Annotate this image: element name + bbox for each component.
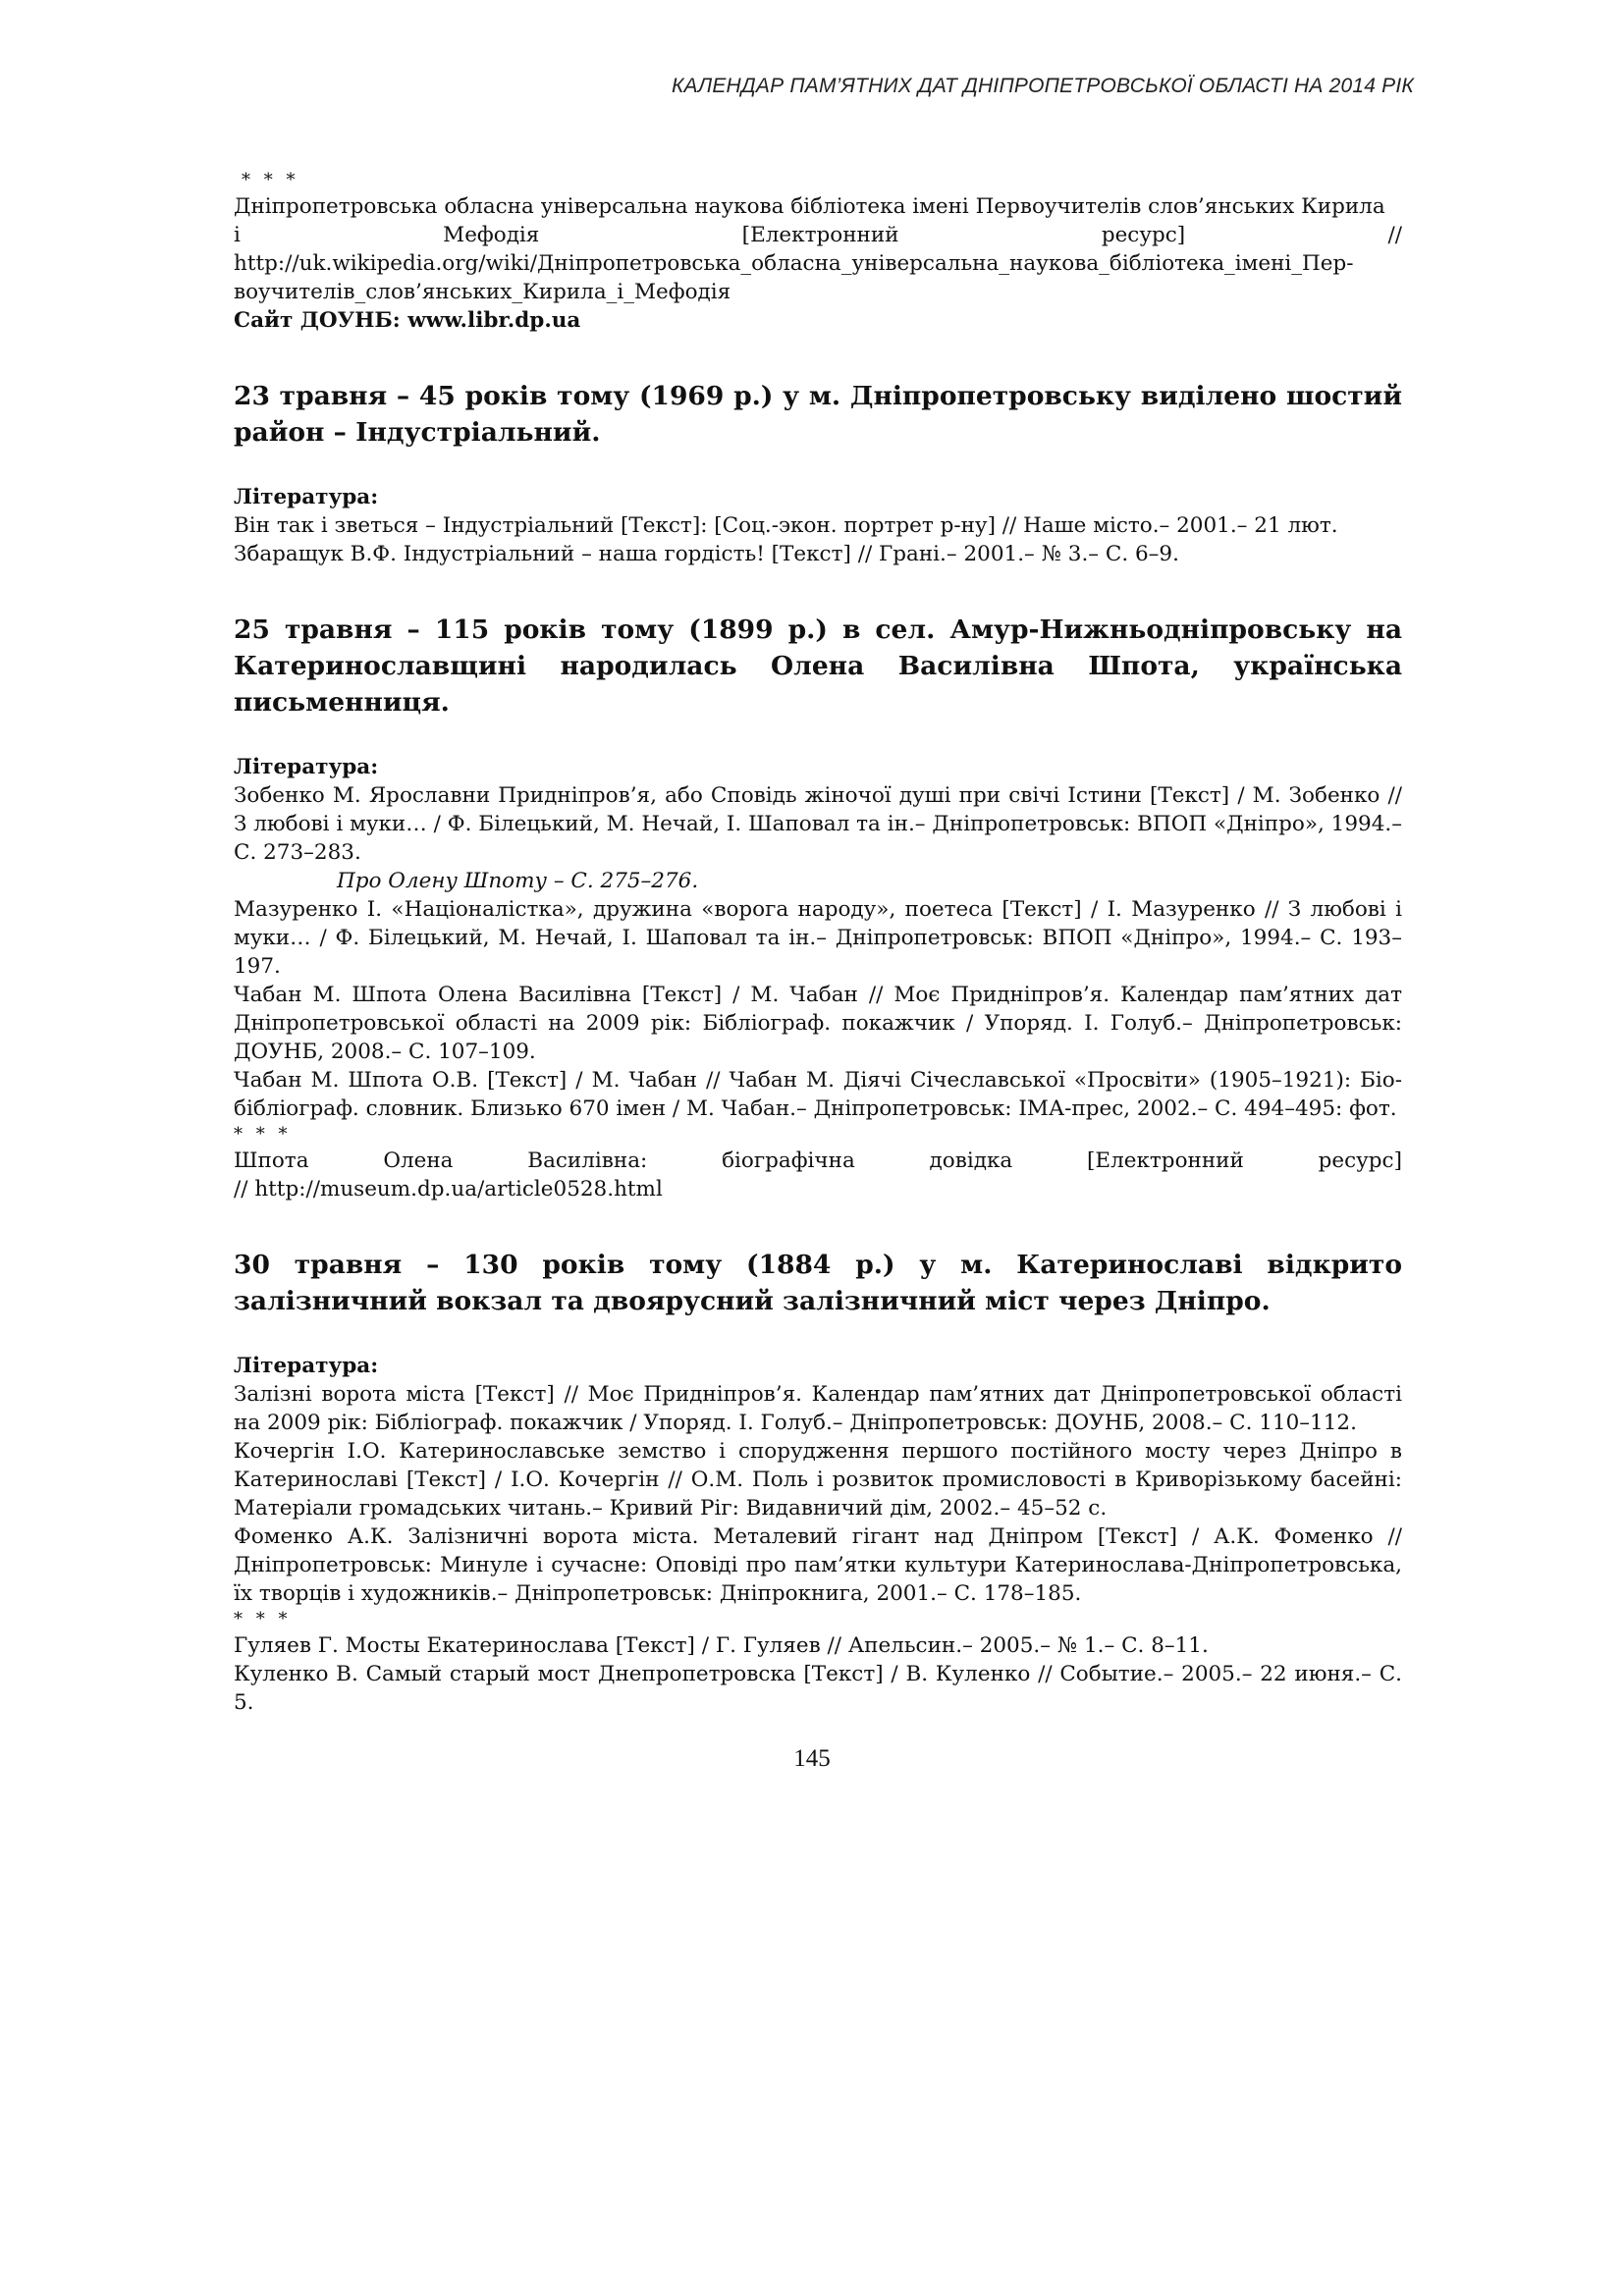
literature-label: Література: [234, 755, 379, 779]
separator-stars: * * * [234, 1124, 292, 1145]
page-number: 145 [793, 1745, 831, 1772]
electronic-reference: Шпота Олена Василівна: біографічна довідка [Електронний ресурс] [234, 1148, 1402, 1173]
separator-stars: * * * [234, 1609, 292, 1629]
library-reference-line: Дніпропетровська обласна універсальна наукова бібліотека імені Первоучителів слов’янських Кирила [234, 194, 1385, 219]
entry-title: 25 травня – 115 років тому (1899 р.) в сел. Амур-Нижньодніпровську на Катеринославщині народилась Олена Василівна Шпота, українська письменниця. [234, 614, 1402, 718]
reference-item: Зобенко М. Ярославни Придніпров’я, або Сповідь жіночої душі при свічі Істини [Текст] / М. Зобенко // З любові і муки… / Ф. Білецький, М. Нечай, І. Шаповал та ін.– Дніпропетровськ: ВПОП «Дніпро», 1994.– С. 273–283. [234, 783, 1402, 865]
reference-item: Чабан М. Шпота Олена Василівна [Текст] / М. Чабан // Моє Придніпров’я. Календар пам’ятних дат Дніпропетровської області на 2009 рік: Бібліограф. покажчик / Упоряд. І. Голуб.– Дніпропетровськ: ДОУНБ, 2008.– С. 107–109. [234, 983, 1402, 1064]
reference-item: Чабан М. Шпота О.В. [Текст] / М. Чабан // Чабан М. Діячі Січеславської «Просвіти» (1905–1921): Біо-бібліограф. словник. Близько 670 імен / М. Чабан.– Дніпропетровськ: ІМА-прес, 2002.– С. 494–495: фот. [234, 1068, 1402, 1121]
reference-item: Мазуренко І. «Націоналістка», дружина «ворога народу», поетеса [Текст] / І. Мазуренко // З любові і муки… / Ф. Білецький, М. Нечай, І. Шаповал та ін.– Дніпропетровськ: ВПОП «Дніпро», 1994.– С. 193–197. [234, 897, 1402, 979]
literature-label: Література: [234, 485, 379, 509]
library-reference-url[interactable]: воучителів_слов’янських_Кирила_і_Мефодія [234, 280, 731, 304]
electronic-reference-url[interactable]: // http://museum.dp.ua/article0528.html [234, 1177, 663, 1201]
reference-note: Про Олену Шпоту – С. 275–276. [337, 869, 699, 893]
library-reference-line: і Мефодія [Електронний ресурс] // [234, 223, 1402, 247]
reference-item: Кочергін І.О. Катеринославське земство і спорудження першого постійного мосту через Дніпро в Катеринославі [Текст] / І.О. Кочергін // О.М. Поль і розвиток промисловості в Криворізькому басейні: Матеріали громадських читань.– Кривий Ріг: Видавничий дім, 2002.– 45–52 с. [234, 1439, 1402, 1521]
running-header: КАЛЕНДАР ПАМ’ЯТНИХ ДАТ ДНІПРОПЕТРОВСЬКОЇ ОБЛАСТІ НА 2014 РІК [671, 75, 1414, 97]
separator-stars: * * * [242, 170, 299, 190]
page-content [234, 169, 1402, 1717]
entry-title: 30 травня – 130 років тому (1884 р.) у м. Катеринославі відкрито залізничний вокзал та двоярусний залізничний міст через Дніпро. [234, 1250, 1402, 1316]
site-reference: Сайт ДОУНБ: www.libr.dp.ua [234, 308, 581, 333]
reference-item: Фоменко А.К. Залізничні ворота міста. Металевий гігант над Дніпром [Текст] / А.К. Фоменко // Дніпропетровськ: Минуле і сучасне: Оповіді про пам’ятки культури Катеринослава-Дніпропетровська, їх творців і художників.– Дніпропетровськ: Дніпрокнига, 2001.– С. 178–185. [234, 1524, 1402, 1606]
reference-item: Залізні ворота міста [Текст] // Моє Придніпров’я. Календар пам’ятних дат Дніпропетровської області на 2009 рік: Бібліограф. покажчик / Упоряд. І. Голуб.– Дніпропетровськ: ДОУНБ, 2008.– С. 110–112. [234, 1382, 1402, 1435]
literature-label: Література: [234, 1354, 379, 1378]
reference-item: Він так і зветься – Індустріальний [Текст]: [Соц.-экон. портрет р-ну] // Наше місто.– 2001.– 21 лют. [234, 513, 1338, 538]
reference-item: Збаращук В.Ф. Індустріальний – наша гордість! [Текст] // Грані.– 2001.– № 3.– С. 6–9. [234, 542, 1179, 566]
reference-item: Куленко В. Самый старый мост Днепропетровска [Текст] / В. Куленко // Событие.– 2005.– 22 июня.– С. 5. [234, 1662, 1402, 1715]
reference-item: Гуляев Г. Мосты Екатеринослава [Текст] / Г. Гуляев // Апельсин.– 2005.– № 1.– С. 8–11. [234, 1633, 1209, 1658]
entry-title: 23 травня – 45 років тому (1969 р.) у м. Дніпропетровську виділено шостий район – Індустріальний. [234, 381, 1402, 448]
library-reference-url[interactable]: http://uk.wikipedia.org/wiki/Дніпропетровська_обласна_універсальна_наукова_бібліотека_імені_Пер- [234, 251, 1354, 276]
